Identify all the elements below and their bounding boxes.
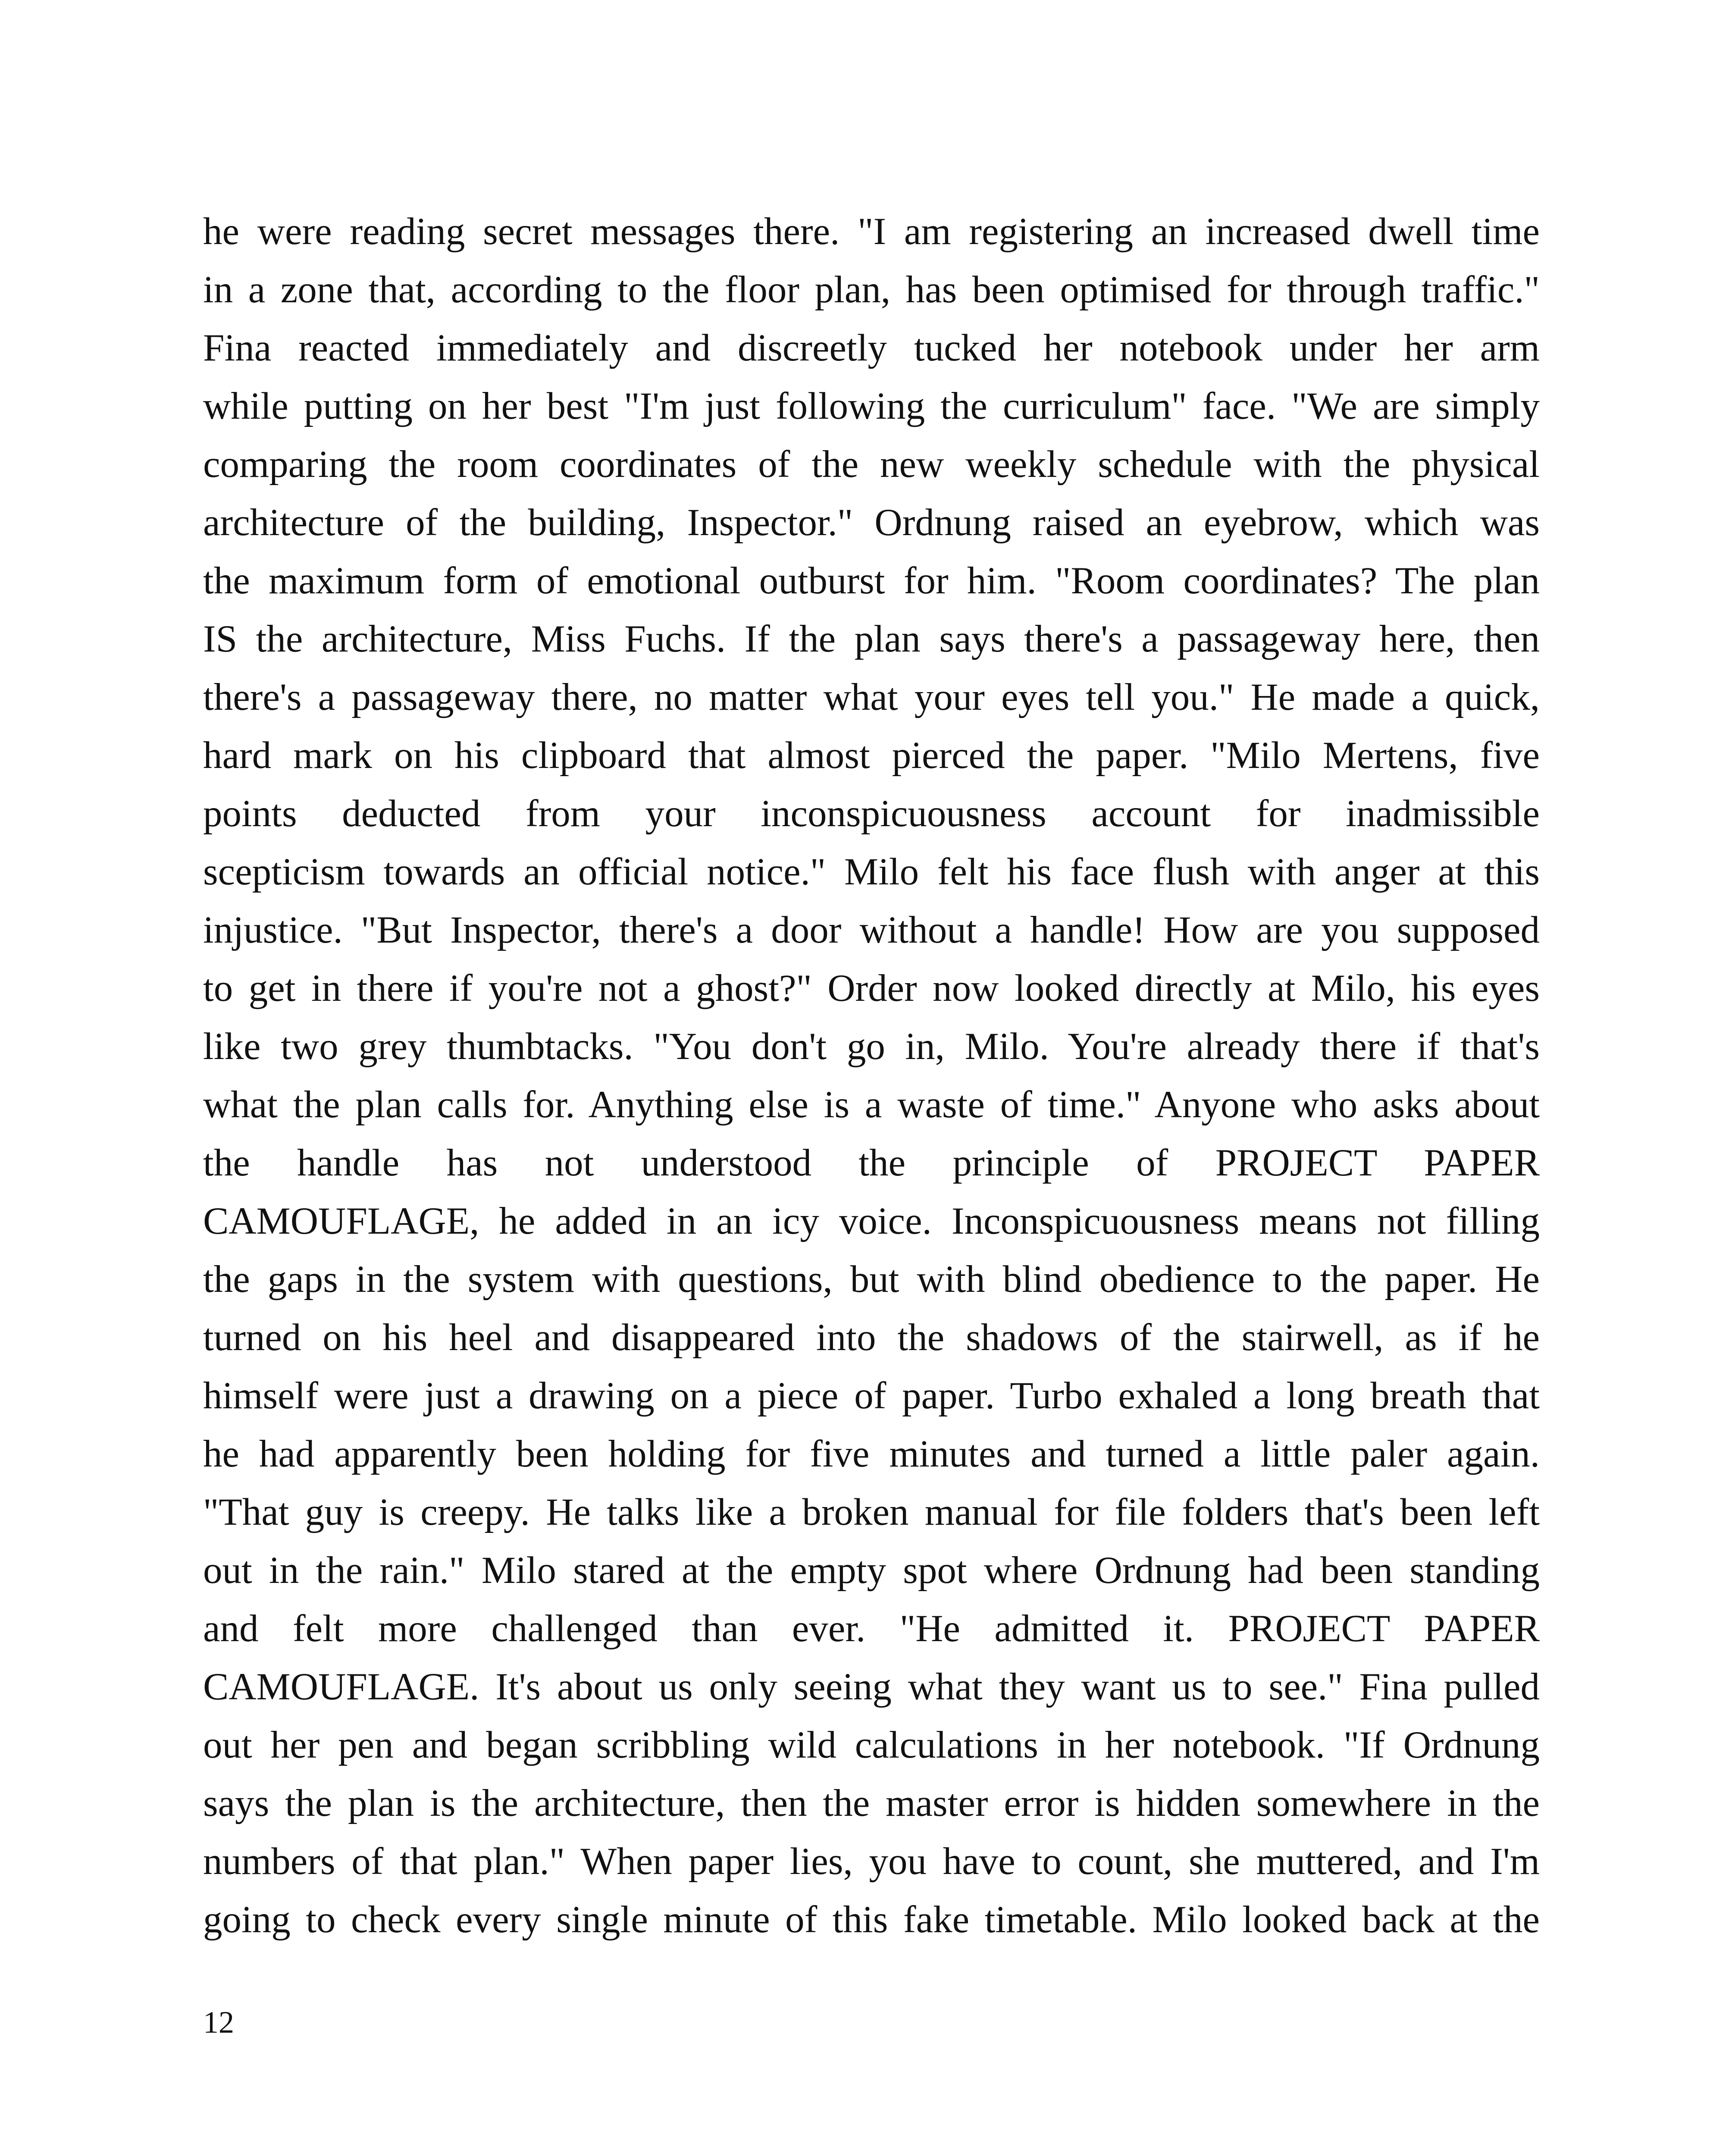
- text-line: numbers of that plan." When paper lies, you have to count, she muttered, and I'm: [203, 1840, 1540, 1883]
- text-line: he were reading secret messages there. "I am registering an increased dwell time: [203, 210, 1540, 253]
- text-line: going to check every single minute of this fake timetable. Milo looked back at the: [203, 1899, 1540, 1941]
- text-line: there's a passageway there, no matter what your eyes tell you." He made a quick,: [203, 676, 1540, 718]
- text-line: out her pen and began scribbling wild calculations in her notebook. "If Ordnung: [203, 1724, 1540, 1766]
- page-number: 12: [203, 2005, 234, 2040]
- text-line: the maximum form of emotional outburst for him. "Room coordinates? The plan: [203, 560, 1540, 602]
- text-line: what the plan calls for. Anything else is a waste of time." Anyone who asks about: [203, 1084, 1540, 1126]
- text-line: he had apparently been holding for five minutes and turned a little paler again.: [203, 1433, 1540, 1475]
- text-line: and felt more challenged than ever. "He admitted it. PROJECT PAPER: [203, 1608, 1540, 1650]
- text-line: Fina reacted immediately and discreetly tucked her notebook under her arm: [203, 327, 1540, 369]
- text-line: comparing the room coordinates of the new weekly schedule with the physical: [203, 443, 1540, 486]
- text-line: architecture of the building, Inspector." Ordnung raised an eyebrow, which was: [203, 501, 1540, 544]
- text-line: IS the architecture, Miss Fuchs. If the plan says there's a passageway here, then: [203, 618, 1540, 660]
- text-line: says the plan is the architecture, then the master error is hidden somewhere in the: [203, 1782, 1540, 1824]
- text-line: injustice. "But Inspector, there's a door without a handle! How are you supposed: [203, 909, 1540, 951]
- text-line: points deducted from your inconspicuousness account for inadmissible: [203, 793, 1540, 835]
- text-line: out in the rain." Milo stared at the empty spot where Ordnung had been standing: [203, 1549, 1540, 1592]
- text-line: the gaps in the system with questions, but with blind obedience to the paper. He: [203, 1258, 1540, 1300]
- text-line: to get in there if you're not a ghost?" Order now looked directly at Milo, his eyes: [203, 967, 1540, 1009]
- text-line: hard mark on his clipboard that almost pierced the paper. "Milo Mertens, five: [203, 734, 1540, 777]
- text-line: turned on his heel and disappeared into the shadows of the stairwell, as if he: [203, 1316, 1540, 1359]
- text-line: CAMOUFLAGE, he added in an icy voice. Inconspicuousness means not filling: [203, 1200, 1540, 1242]
- text-line: while putting on her best "I'm just following the curriculum" face. "We are simply: [203, 385, 1540, 427]
- text-line: in a zone that, according to the floor plan, has been optimised for through traffic.": [203, 269, 1540, 311]
- text-line: "That guy is creepy. He talks like a broken manual for file folders that's been left: [203, 1491, 1540, 1533]
- body-text: [203, 203, 1540, 1949]
- text-line: like two grey thumbtacks. "You don't go in, Milo. You're already there if that's: [203, 1025, 1540, 1068]
- text-line: CAMOUFLAGE. It's about us only seeing what they want us to see." Fina pulled: [203, 1666, 1540, 1708]
- text-line: himself were just a drawing on a piece of paper. Turbo exhaled a long breath that: [203, 1375, 1540, 1417]
- text-line: the handle has not understood the principle of PROJECT PAPER: [203, 1142, 1540, 1184]
- text-line: scepticism towards an official notice." Milo felt his face flush with anger at this: [203, 851, 1540, 893]
